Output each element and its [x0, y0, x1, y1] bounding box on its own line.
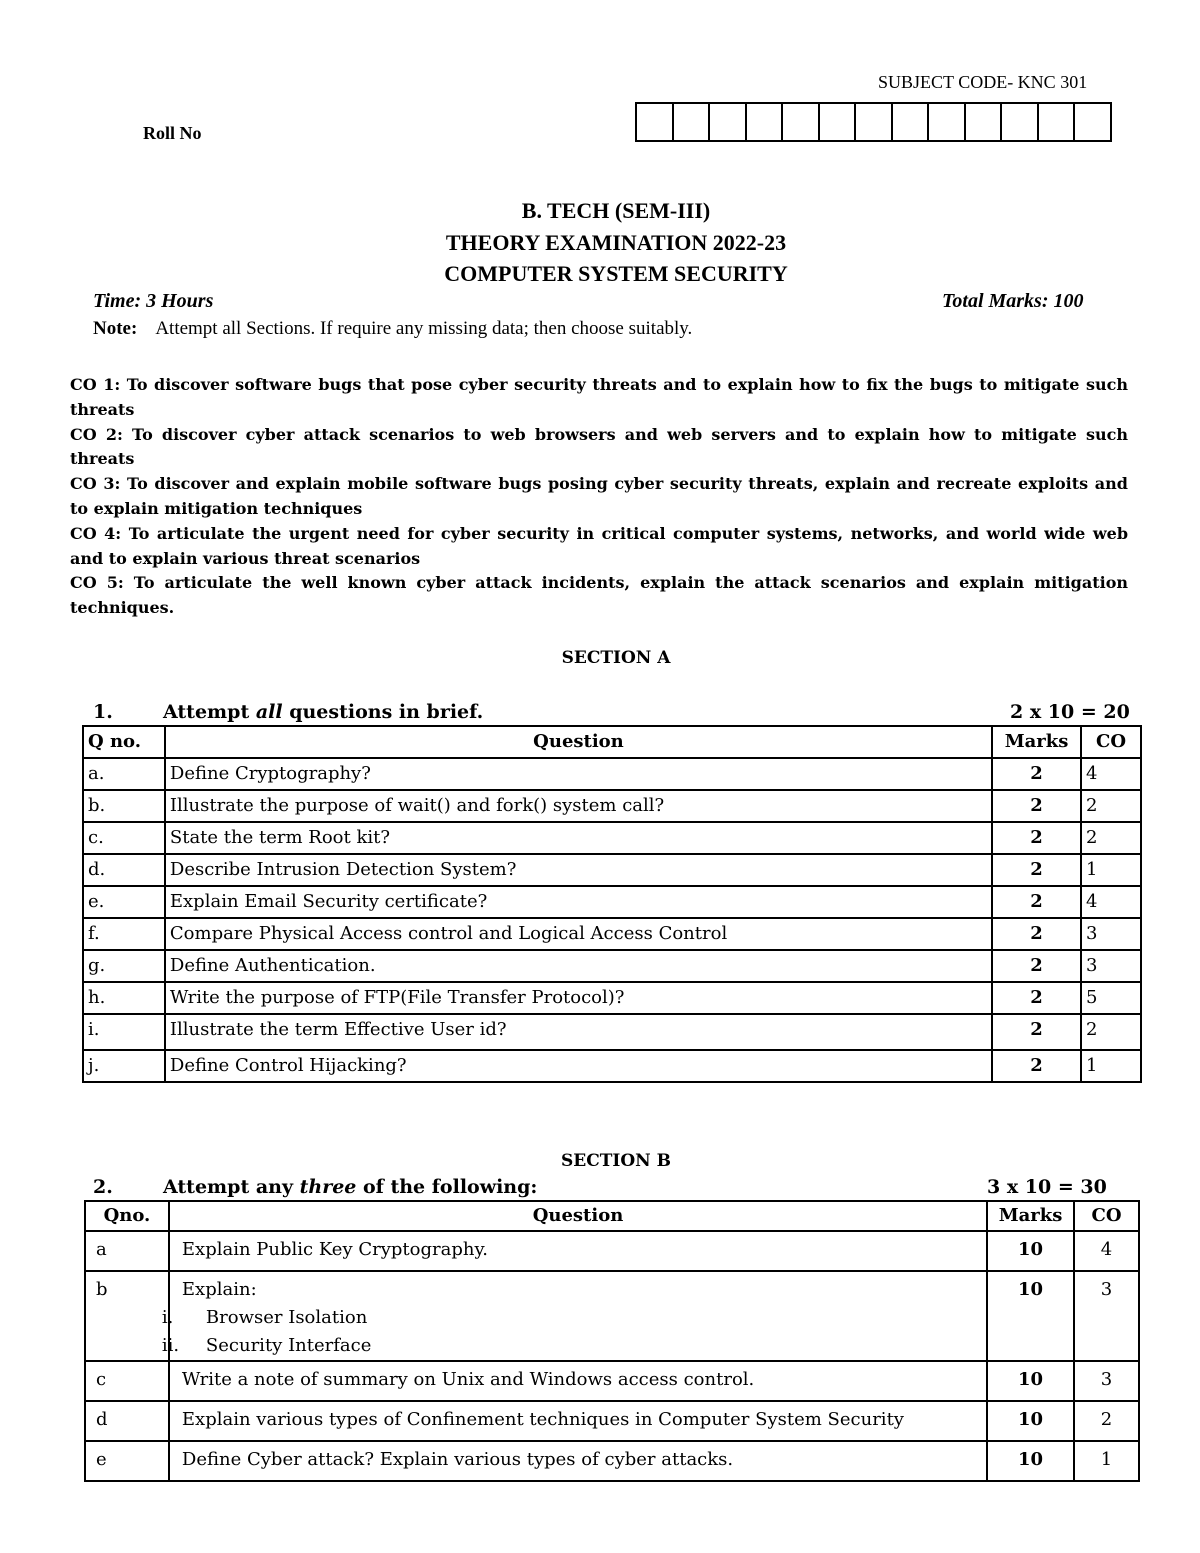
marks-cell: 2: [992, 1014, 1081, 1050]
marks-cell: 2: [992, 758, 1081, 790]
table-row: [85, 1231, 1139, 1271]
question-cell: Write the purpose of FTP(File Transfer Protocol)?: [165, 982, 992, 1014]
header-marks: Marks: [987, 1201, 1074, 1231]
marks-cell: 2: [992, 918, 1081, 950]
course-outcomes: [70, 373, 1128, 621]
header-co: CO: [1081, 726, 1141, 758]
section-b-title: SECTION B: [560, 1151, 671, 1171]
question-cell: Define Cryptography?: [165, 758, 992, 790]
co-cell: 4: [1081, 758, 1141, 790]
question-text: Explain various types of Confinement techniques in Computer System Security: [181, 1409, 904, 1430]
question-text: Explain:: [181, 1279, 257, 1300]
qno-cell: j.: [83, 1050, 165, 1082]
course-title: B. TECH (SEM-III): [521, 198, 711, 223]
qno-cell: a: [85, 1231, 169, 1271]
section-a-qnumber: 1.: [93, 701, 113, 723]
table-row: [83, 886, 1141, 918]
roll-no-digit-box[interactable]: [929, 104, 966, 140]
header-co: CO: [1074, 1201, 1139, 1231]
qno-cell: c.: [83, 822, 165, 854]
section-a-title: SECTION A: [561, 648, 671, 668]
roll-no-digit-box[interactable]: [893, 104, 930, 140]
roll-no-digit-box[interactable]: [966, 104, 1003, 140]
subject-code: SUBJECT CODE- KNC 301: [878, 72, 1088, 92]
table-row: [83, 790, 1141, 822]
marks-cell: 10: [987, 1401, 1074, 1441]
subject-title: COMPUTER SYSTEM SECURITY: [444, 261, 788, 286]
course-outcome: CO 3: To discover and explain mobile software bugs posing cyber security threats, explain and recreate exploits and to explain mitigation techniques: [70, 474, 1128, 518]
table-row: [83, 950, 1141, 982]
question-cell: Describe Intrusion Detection System?: [165, 854, 992, 886]
co-cell: 3: [1081, 918, 1141, 950]
roll-no-digit-box[interactable]: [747, 104, 784, 140]
question-cell: Compare Physical Access control and Logical Access Control: [165, 918, 992, 950]
table-row: [83, 1014, 1141, 1050]
header-question: Question: [165, 726, 992, 758]
table-row: [85, 1441, 1139, 1481]
section-b-table: [84, 1200, 1140, 1482]
exam-note: [93, 318, 692, 340]
qno-cell: h.: [83, 982, 165, 1014]
course-outcome: CO 4: To articulate the urgent need for cyber security in critical computer systems, networks, and world wide web and to explain various threat scenarios: [70, 523, 1128, 568]
table-row: [85, 1271, 1139, 1361]
exam-title: THEORY EXAMINATION 2022-23: [445, 230, 787, 255]
section-b-qnumber: 2.: [93, 1176, 113, 1198]
roll-no-digit-box[interactable]: [710, 104, 747, 140]
co-cell: 2: [1074, 1401, 1139, 1441]
table-row: [83, 822, 1141, 854]
section-b-marks-formula: 3 x 10 = 30: [987, 1176, 1107, 1198]
question-cell: [169, 1231, 987, 1271]
co-cell: 3: [1074, 1271, 1139, 1361]
header-qno: Q no.: [83, 726, 165, 758]
roll-no-digit-box[interactable]: [820, 104, 857, 140]
table-row: [83, 982, 1141, 1014]
marks-cell: 10: [987, 1441, 1074, 1481]
roll-no-digit-box[interactable]: [637, 104, 674, 140]
section-a-marks-formula: 2 x 10 = 20: [1010, 701, 1130, 723]
note-label: Note:: [93, 318, 138, 339]
co-cell: 2: [1081, 790, 1141, 822]
header-question: Question: [169, 1201, 987, 1231]
marks-cell: 2: [992, 822, 1081, 854]
question-cell: State the term Root kit?: [165, 822, 992, 854]
question-cell: Explain Email Security certificate?: [165, 886, 992, 918]
table-row: [85, 1401, 1139, 1441]
qno-cell: f.: [83, 918, 165, 950]
roll-no-digit-box[interactable]: [674, 104, 711, 140]
co-cell: 4: [1081, 886, 1141, 918]
table-row: [85, 1361, 1139, 1401]
roll-no-digit-box[interactable]: [1075, 104, 1110, 140]
marks-cell: 2: [992, 886, 1081, 918]
roll-no-digit-box[interactable]: [1002, 104, 1039, 140]
roll-no-label: Roll No: [143, 123, 202, 143]
marks-cell: 2: [992, 982, 1081, 1014]
table-header-row: [83, 726, 1141, 758]
course-outcome: CO 2: To discover cyber attack scenarios to web browsers and web servers and to explain how to mitigate such threats: [70, 424, 1128, 469]
roll-no-boxes[interactable]: [635, 102, 1112, 142]
table-row: [83, 854, 1141, 886]
roll-no-digit-box[interactable]: [856, 104, 893, 140]
table-row: [83, 918, 1141, 950]
co-cell: 1: [1081, 854, 1141, 886]
question-text: Write a note of summary on Unix and Windows access control.: [181, 1369, 755, 1390]
question-cell: Define Control Hijacking?: [165, 1050, 992, 1082]
co-cell: 2: [1081, 1014, 1141, 1050]
note-text: Attempt all Sections. If require any missing data; then choose suitably.: [155, 318, 693, 339]
header-marks: Marks: [992, 726, 1081, 758]
marks-cell: 2: [992, 854, 1081, 886]
qno-cell: c: [85, 1361, 169, 1401]
qno-cell: b.: [83, 790, 165, 822]
sub-question: i. Browser Isolation: [161, 1307, 368, 1328]
co-cell: 3: [1074, 1361, 1139, 1401]
roll-no-digit-box[interactable]: [1039, 104, 1076, 140]
question-text: Explain Public Key Cryptography.: [181, 1239, 488, 1260]
qno-cell: d.: [83, 854, 165, 886]
section-b-instruction: Attempt any three of the following:: [163, 1176, 538, 1198]
qno-cell: g.: [83, 950, 165, 982]
question-cell: [161, 1271, 987, 1361]
marks-cell: 10: [987, 1361, 1074, 1401]
qno-cell: i.: [83, 1014, 165, 1050]
co-cell: 2: [1081, 822, 1141, 854]
header-qno: Qno.: [85, 1201, 169, 1231]
qno-cell: d: [85, 1401, 169, 1441]
section-a-table: [82, 725, 1142, 1083]
marks-cell: 2: [992, 790, 1081, 822]
table-row: [83, 758, 1141, 790]
co-cell: 4: [1074, 1231, 1139, 1271]
table-row: [83, 1050, 1141, 1082]
qno-cell: b: [85, 1271, 169, 1361]
marks-cell: 2: [992, 1050, 1081, 1082]
sub-question: ii. Security Interface: [161, 1335, 372, 1356]
question-cell: [169, 1401, 987, 1441]
co-cell: 1: [1074, 1441, 1139, 1481]
roll-no-digit-box[interactable]: [783, 104, 820, 140]
question-cell: Illustrate the term Effective User id?: [165, 1014, 992, 1050]
marks-cell: 10: [987, 1271, 1074, 1361]
marks-cell: 2: [992, 950, 1081, 982]
co-cell: 3: [1081, 950, 1141, 982]
exam-time: Time: 3 Hours: [93, 290, 214, 312]
marks-cell: 10: [987, 1231, 1074, 1271]
qno-cell: a.: [83, 758, 165, 790]
section-a-instruction: Attempt all questions in brief.: [163, 701, 484, 723]
sub-question-list: [161, 1304, 982, 1360]
co-cell: 5: [1081, 982, 1141, 1014]
table-header-row: [85, 1201, 1139, 1231]
question-cell: Define Authentication.: [165, 950, 992, 982]
total-marks: Total Marks: 100: [942, 290, 1084, 312]
co-cell: 1: [1081, 1050, 1141, 1082]
course-outcome: CO 1: To discover software bugs that pose cyber security threats and to explain how to fix the bugs to mitigate such threats: [70, 375, 1128, 419]
qno-cell: e.: [83, 886, 165, 918]
question-cell: [169, 1441, 987, 1481]
course-outcome: CO 5: To articulate the well known cyber attack incidents, explain the attack scenarios and explain mitigation techniques.: [70, 573, 1128, 618]
question-cell: Illustrate the purpose of wait() and fork() system call?: [165, 790, 992, 822]
qno-cell: e: [85, 1441, 169, 1481]
question-cell: [169, 1361, 987, 1401]
question-text: Define Cyber attack? Explain various types of cyber attacks.: [181, 1449, 734, 1470]
